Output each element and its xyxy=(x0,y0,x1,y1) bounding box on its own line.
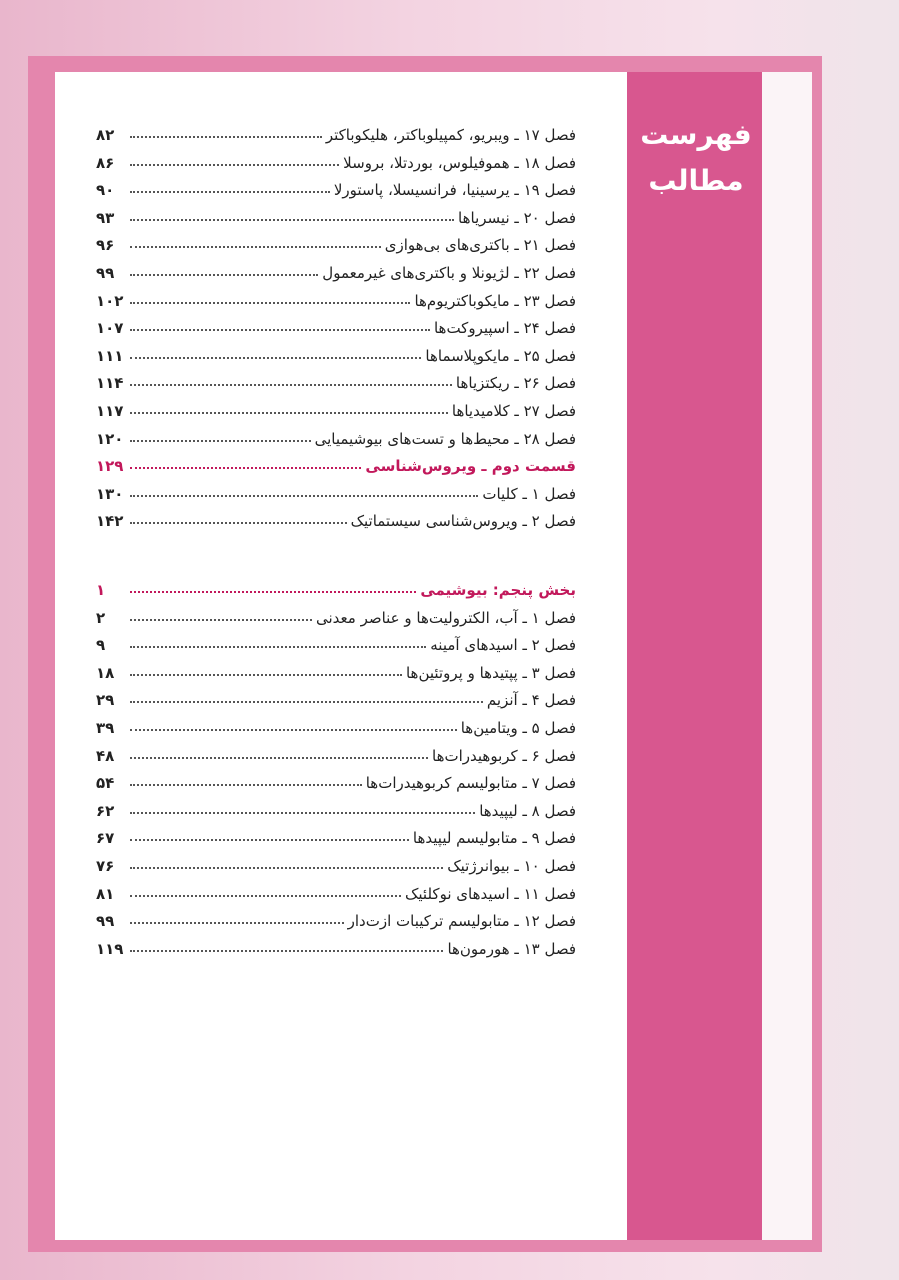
toc-entry-title: فصل ۲۸ ـ محیط‌ها و تست‌های بیوشیمیایی xyxy=(314,429,576,448)
toc-entry xyxy=(96,311,576,337)
toc-entry-page: ۶۷ xyxy=(96,829,115,848)
toc-entry-title: فصل ۸ ـ لیپیدها xyxy=(479,801,576,820)
toc-entry-title: فصل ۹ ـ متابولیسم لیپیدها xyxy=(412,829,576,848)
toc-entry-page: ۷۶ xyxy=(96,857,115,875)
toc-leader-dots xyxy=(130,329,430,331)
toc-leader-dots xyxy=(130,867,443,869)
toc-entry xyxy=(96,118,576,144)
toc-entry xyxy=(96,601,576,627)
toc-entry-title: فصل ۴ ـ آنزیم xyxy=(486,691,576,710)
toc-entry xyxy=(96,228,576,254)
toc-entry xyxy=(96,146,576,172)
toc-entry-page: ۸۱ xyxy=(96,884,115,903)
toc-section-heading xyxy=(96,573,576,599)
toc-entry-page: ۹۶ xyxy=(96,236,115,255)
toc-leader-dots xyxy=(130,619,312,621)
toc-entry-title: بخش پنجم: بیوشیمی xyxy=(420,581,576,599)
toc-entry-page: ۱۳۰ xyxy=(96,484,124,503)
toc-entry-page: ۱۱۷ xyxy=(96,402,124,420)
toc-leader-dots xyxy=(130,784,362,786)
edge-strip xyxy=(762,72,812,1240)
toc-entry xyxy=(96,422,576,448)
toc-entry-page: ۵۴ xyxy=(96,774,115,793)
toc-leader-dots xyxy=(130,246,381,248)
toc-entry xyxy=(96,904,576,930)
toc-entry xyxy=(96,877,576,903)
toc-entry-page: ۱۲۰ xyxy=(96,429,124,448)
toc-entry xyxy=(96,477,576,503)
toc-entry-page: ۹۰ xyxy=(96,181,115,200)
toc-entry-page: ۱۱۴ xyxy=(96,374,124,393)
title-band xyxy=(627,72,762,1240)
toc-entry xyxy=(96,628,576,654)
toc-leader-dots xyxy=(130,701,483,703)
toc-entry-page: ۱۰۷ xyxy=(96,319,124,338)
toc-entry-title: فصل ۲۳ ـ مایکوباکتریوم‌ها xyxy=(414,291,576,310)
toc-entry-title: فصل ۱۷ ـ ویبریو، کمپیلوباکتر، هلیکوباکتر xyxy=(325,126,576,144)
toc-leader-dots xyxy=(130,950,443,952)
toc-entry-title: فصل ۱۱ ـ اسیدهای نوکلئیک xyxy=(404,884,576,903)
toc-entry xyxy=(96,394,576,420)
toc-entry xyxy=(96,821,576,847)
toc-entry-title: فصل ۲۴ ـ اسپیروکت‌ها xyxy=(433,319,576,338)
toc-leader-dots xyxy=(130,164,339,166)
toc-entry-title: فصل ۲۷ ـ کلامیدیاها xyxy=(451,402,576,420)
toc-entry xyxy=(96,794,576,820)
toc-leader-dots xyxy=(130,467,361,469)
toc-entry-title: فصل ۱۸ ـ هموفیلوس، بوردتلا، بروسلا xyxy=(343,153,576,172)
toc-entry-page: ۸۶ xyxy=(96,153,115,172)
toc-entry-title: فصل ۳ ـ پپتیدها و پروتئین‌ها xyxy=(405,663,576,682)
toc-entry-page: ۱۲۹ xyxy=(96,457,124,476)
toc-leader-dots xyxy=(130,191,330,193)
toc-entry-title: فصل ۱ ـ آب، الکترولیت‌ها و عناصر معدنی xyxy=(315,608,576,627)
toc-entry-title: فصل ۲۰ ـ نیسریاها xyxy=(458,208,576,227)
toc-leader-dots xyxy=(130,136,322,138)
toc-leader-dots xyxy=(130,674,402,676)
toc-entry xyxy=(96,339,576,365)
toc-entry-page: ۶۲ xyxy=(96,801,115,820)
toc-leader-dots xyxy=(130,757,428,759)
toc-entry-title: فصل ۱۲ ـ متابولیسم ترکیبات ازت‌دار xyxy=(347,912,576,931)
toc-leader-dots xyxy=(130,646,426,648)
toc-entry xyxy=(96,173,576,199)
side-title-line-2: مطالب xyxy=(648,164,744,197)
toc-entry-title: فصل ۱۳ ـ هورمون‌ها xyxy=(447,939,576,958)
toc-leader-dots xyxy=(130,357,421,359)
toc-entry-page: ۱۸ xyxy=(96,663,115,682)
toc-entry-page: ۳۹ xyxy=(96,719,115,737)
toc-entry-page: ۹۳ xyxy=(96,208,115,227)
toc-entry-title: فصل ۵ ـ ویتامین‌ها xyxy=(460,719,576,737)
toc-leader-dots xyxy=(130,591,416,593)
toc-entry-page: ۱۴۲ xyxy=(96,512,124,531)
toc-leader-dots xyxy=(130,412,448,414)
toc-entry-title: فصل ۲۶ ـ ریکتزیاها xyxy=(455,374,576,393)
toc-leader-dots xyxy=(130,219,454,221)
toc-leader-dots xyxy=(130,729,457,731)
toc-entry-page: ۴۸ xyxy=(96,746,115,765)
toc-leader-dots xyxy=(130,839,409,841)
toc-leader-dots xyxy=(130,522,347,524)
toc-entry-title: فصل ۲ ـ اسیدهای آمینه xyxy=(430,636,576,655)
toc-entry xyxy=(96,849,576,875)
side-title-line-1: فهرست xyxy=(640,118,752,151)
toc-entry-title: فصل ۱۰ ـ بیوانرژتیک xyxy=(447,857,576,875)
toc-leader-dots xyxy=(130,812,475,814)
toc-entry xyxy=(96,504,576,530)
toc-entry-title: قسمت دوم ـ ویروس‌شناسی xyxy=(365,457,576,476)
toc-section-heading xyxy=(96,449,576,475)
toc-entry-page: ۹۹ xyxy=(96,912,115,931)
side-title xyxy=(640,112,752,204)
toc-entry xyxy=(96,932,576,958)
toc-entry xyxy=(96,683,576,709)
toc-entry-page: ۱۱۱ xyxy=(96,346,124,365)
toc-entry xyxy=(96,256,576,282)
toc-leader-dots xyxy=(130,440,311,442)
toc-entry-page: ۹ xyxy=(96,636,106,655)
toc-entry-page: ۱ xyxy=(96,581,106,599)
toc-leader-dots xyxy=(130,922,344,924)
toc-entry xyxy=(96,766,576,792)
toc-entry-title: فصل ۲۲ ـ لژیونلا و باکتری‌های غیرمعمول xyxy=(322,264,576,282)
toc-leader-dots xyxy=(130,302,410,304)
toc-entry-title: فصل ۷ ـ متابولیسم کربوهیدرات‌ها xyxy=(365,774,576,793)
toc-entry-page: ۸۲ xyxy=(96,126,115,144)
toc-entry-title: فصل ۶ ـ کربوهیدرات‌ها xyxy=(432,746,576,765)
toc-entry xyxy=(96,284,576,310)
toc-entry-page: ۲ xyxy=(96,608,106,627)
toc-entry-title: فصل ۱۹ ـ یرسینیا، فرانسیسلا، پاستورلا xyxy=(333,181,576,200)
toc-entry-title: فصل ۱ ـ کلیات xyxy=(482,484,576,503)
toc-entry-page: ۹۹ xyxy=(96,264,115,282)
toc-entry xyxy=(96,201,576,227)
toc-leader-dots xyxy=(130,895,401,897)
toc-entry-title: فصل ۲ ـ ویروس‌شناسی سیستماتیک xyxy=(350,512,576,531)
toc-entry xyxy=(96,711,576,737)
toc-entry-page: ۲۹ xyxy=(96,691,115,710)
toc-entry xyxy=(96,739,576,765)
toc-entry-title: فصل ۲۱ ـ باکتری‌های بی‌هوازی xyxy=(384,236,576,255)
toc-leader-dots xyxy=(130,495,478,497)
toc-entry-title: فصل ۲۵ ـ مایکوپلاسماها xyxy=(425,346,576,365)
toc-leader-dots xyxy=(130,274,318,276)
toc-entry xyxy=(96,656,576,682)
toc-entry-page: ۱۱۹ xyxy=(96,939,124,958)
toc-leader-dots xyxy=(130,384,452,386)
toc-entry-page: ۱۰۲ xyxy=(96,291,124,310)
toc-entry xyxy=(96,366,576,392)
